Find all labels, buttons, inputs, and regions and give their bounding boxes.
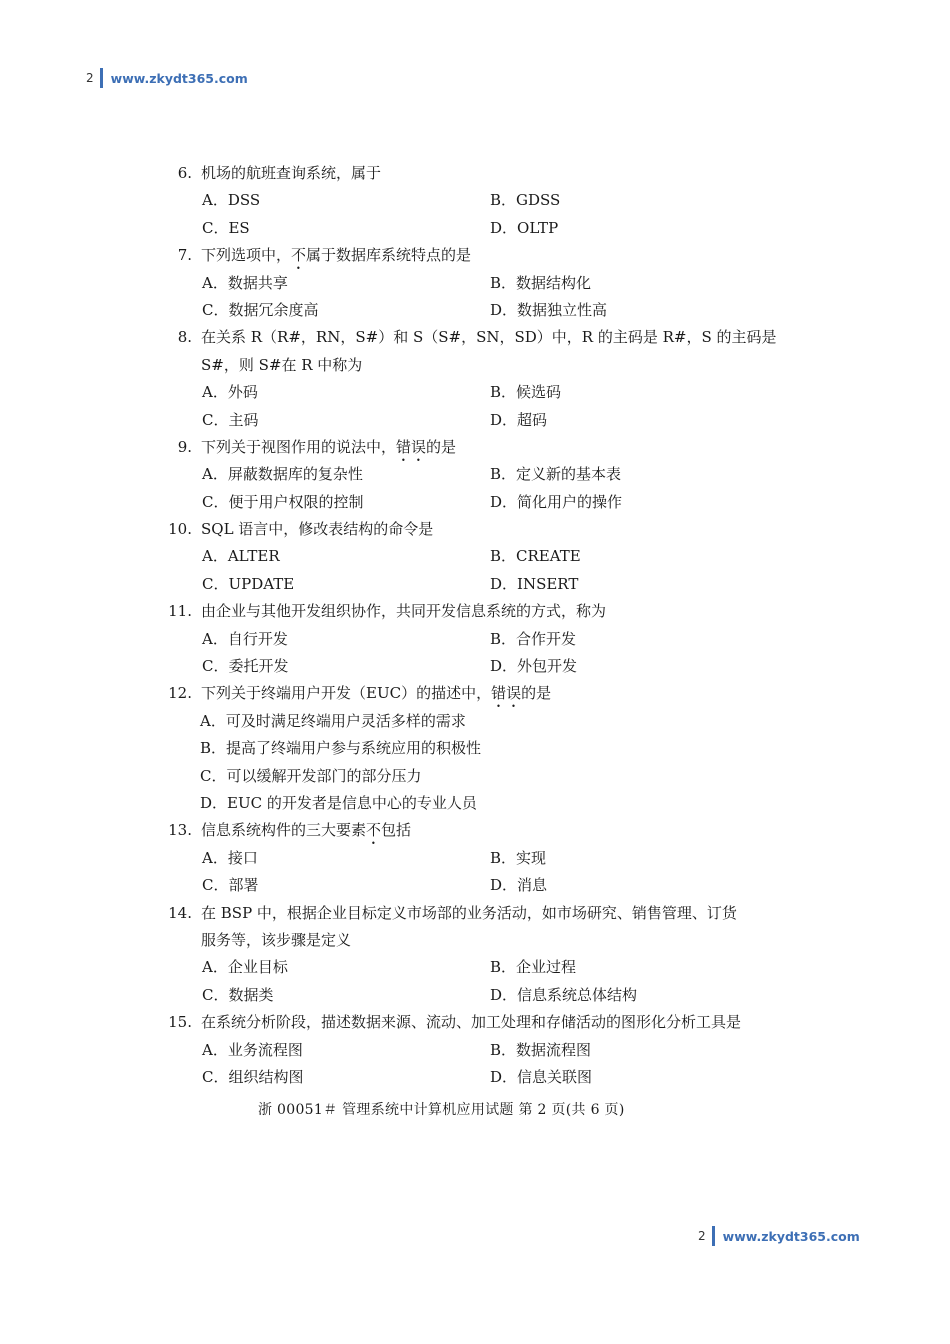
question-text: 在 BSP 中，根据企业目标定义市场部的业务活动，如市场研究、销售管理、订货 (201, 903, 737, 922)
option-row (160, 982, 800, 1009)
option-row (160, 1064, 800, 1091)
question-text-part: 包括 (381, 821, 412, 840)
answer-option: B．数据结构化 (490, 273, 592, 292)
answer-option: A．ALTER (202, 547, 280, 566)
emphasized-text: 不 (291, 246, 307, 265)
question-number: 8. (177, 328, 192, 347)
question-text-part: 的是 (426, 437, 457, 456)
emphasized-text: 错误 (396, 437, 427, 456)
question-number: 15. (168, 1013, 192, 1032)
answer-option: B．GDSS (490, 191, 561, 210)
question-number: 9. (177, 437, 192, 456)
question-text-continued: 服务等，该步骤是定义 (201, 930, 352, 949)
answer-option: A．接口 (202, 848, 258, 867)
option-row (160, 215, 800, 242)
question-number: 11. (168, 602, 192, 621)
question-number: 12. (168, 684, 192, 703)
answer-option: D．信息关联图 (490, 1067, 593, 1086)
answer-option: C．便于用户权限的控制 (202, 492, 364, 511)
header-site-link[interactable]: www.zkydt365.com (110, 70, 248, 86)
answer-option: A．屏蔽数据库的复杂性 (202, 465, 363, 484)
emphasized-text: 不 (366, 821, 382, 840)
answer-option: A．自行开发 (202, 629, 288, 648)
answer-option: B．定义新的基本表 (490, 465, 622, 484)
answer-option: A．企业目标 (202, 958, 288, 977)
answer-option: D．信息系统总体结构 (490, 985, 638, 1004)
question-15 (160, 1009, 800, 1036)
footer-divider (712, 1226, 715, 1246)
question-text (201, 434, 456, 465)
answer-option: D．简化用户的操作 (490, 492, 623, 511)
question-text (201, 817, 411, 848)
answer-option: B．提高了终端用户参与系统应用的积极性 (200, 739, 482, 758)
option-row (160, 626, 800, 653)
question-number: 7. (177, 246, 192, 265)
option-row (160, 872, 800, 899)
question-text-part: 属于数据库系统特点的是 (306, 246, 472, 265)
emphasized-text: 错误 (491, 684, 522, 703)
answer-option: A．外码 (202, 383, 258, 402)
answer-option: B．实现 (490, 848, 547, 867)
question-number: 13. (168, 821, 192, 840)
option-row (160, 461, 800, 488)
question-14 (160, 900, 800, 927)
option-row (160, 653, 800, 680)
question-text: 由企业与其他开发组织协作，共同开发信息系统的方式，称为 (201, 602, 607, 621)
footer-site-link[interactable]: www.zkydt365.com (722, 1228, 860, 1244)
header-divider (100, 68, 103, 88)
footer-page-number: 2 (698, 1229, 706, 1243)
answer-option: B．候选码 (490, 383, 562, 402)
option-row (160, 270, 800, 297)
answer-option: C．ES (202, 218, 250, 237)
question-12 (160, 680, 800, 707)
question-number: 14. (168, 903, 192, 922)
question-6 (160, 160, 800, 187)
option-row (160, 954, 800, 981)
question-text-continued: S#，则 S#在 R 中称为 (201, 355, 363, 374)
question-text (201, 680, 551, 711)
question-7 (160, 242, 800, 269)
option-row (160, 1037, 800, 1064)
option-row (160, 543, 800, 570)
answer-option: B．合作开发 (490, 629, 577, 648)
answer-option: C．UPDATE (202, 574, 295, 593)
answer-option: B．企业过程 (490, 958, 577, 977)
question-text-part: 的是 (521, 684, 552, 703)
option-row (160, 489, 800, 516)
question-text-part: 下列关于终端用户开发（EUC）的描述中， (201, 684, 492, 703)
question-13 (160, 817, 800, 844)
answer-option: D．消息 (490, 876, 548, 895)
answer-option: D．数据独立性高 (490, 300, 608, 319)
question-text: SQL 语言中，修改表结构的命令是 (201, 520, 434, 539)
answer-option: C．委托开发 (202, 657, 289, 676)
answer-option: A．数据共享 (202, 273, 288, 292)
option-row (160, 187, 800, 214)
answer-option: C．部署 (202, 876, 259, 895)
answer-option: D．INSERT (490, 574, 579, 593)
header-page-number: 2 (86, 71, 94, 85)
question-text (201, 242, 471, 273)
answer-option: A．可及时满足终端用户灵活多样的需求 (200, 711, 466, 730)
answer-option: D．OLTP (490, 218, 559, 237)
answer-option: D．EUC 的开发者是信息中心的专业人员 (200, 793, 477, 812)
page-footer-header (698, 1226, 860, 1246)
question-text-part: 信息系统构件的三大要素 (201, 821, 367, 840)
option-row (160, 379, 800, 406)
answer-option: C．可以缓解开发部门的部分压力 (200, 766, 422, 785)
answer-option: B．数据流程图 (490, 1040, 592, 1059)
question-text: 机场的航班查询系统，属于 (201, 164, 382, 182)
page-header (86, 68, 248, 88)
exam-page-scan (160, 160, 800, 1091)
answer-option: D．超码 (490, 410, 548, 429)
option-row (160, 407, 800, 434)
answer-option: D．外包开发 (490, 657, 578, 676)
question-text-part: 下列关于视图作用的说法中， (201, 437, 397, 456)
answer-option: C．数据冗余度高 (202, 300, 319, 319)
answer-option: C．主码 (202, 410, 259, 429)
question-10 (160, 516, 800, 543)
exam-footer: 浙 00051＃ 管理系统中计算机应用试题 第 2 页(共 6 页) (258, 1102, 625, 1118)
answer-option: B．CREATE (490, 547, 581, 566)
option-row (160, 845, 800, 872)
answer-option: C．组织结构图 (202, 1067, 304, 1086)
question-8 (160, 324, 800, 351)
option-row (160, 571, 800, 598)
question-text: 在关系 R（R#，RN，S#）和 S（S#，SN，SD）中，R 的主码是 R#，S 的主码是 (201, 328, 777, 347)
question-text: 在系统分析阶段，描述数据来源、流动、加工处理和存储活动的图形化分析工具是 (201, 1013, 742, 1032)
question-9 (160, 434, 800, 461)
question-number: 6. (177, 164, 192, 182)
answer-option: C．数据类 (202, 985, 274, 1004)
question-11 (160, 598, 800, 625)
question-text-part: 下列选项中， (201, 246, 292, 265)
question-number: 10. (168, 520, 192, 539)
answer-option: A．业务流程图 (202, 1040, 303, 1059)
answer-option: A．DSS (202, 191, 261, 210)
option-row (160, 297, 800, 324)
